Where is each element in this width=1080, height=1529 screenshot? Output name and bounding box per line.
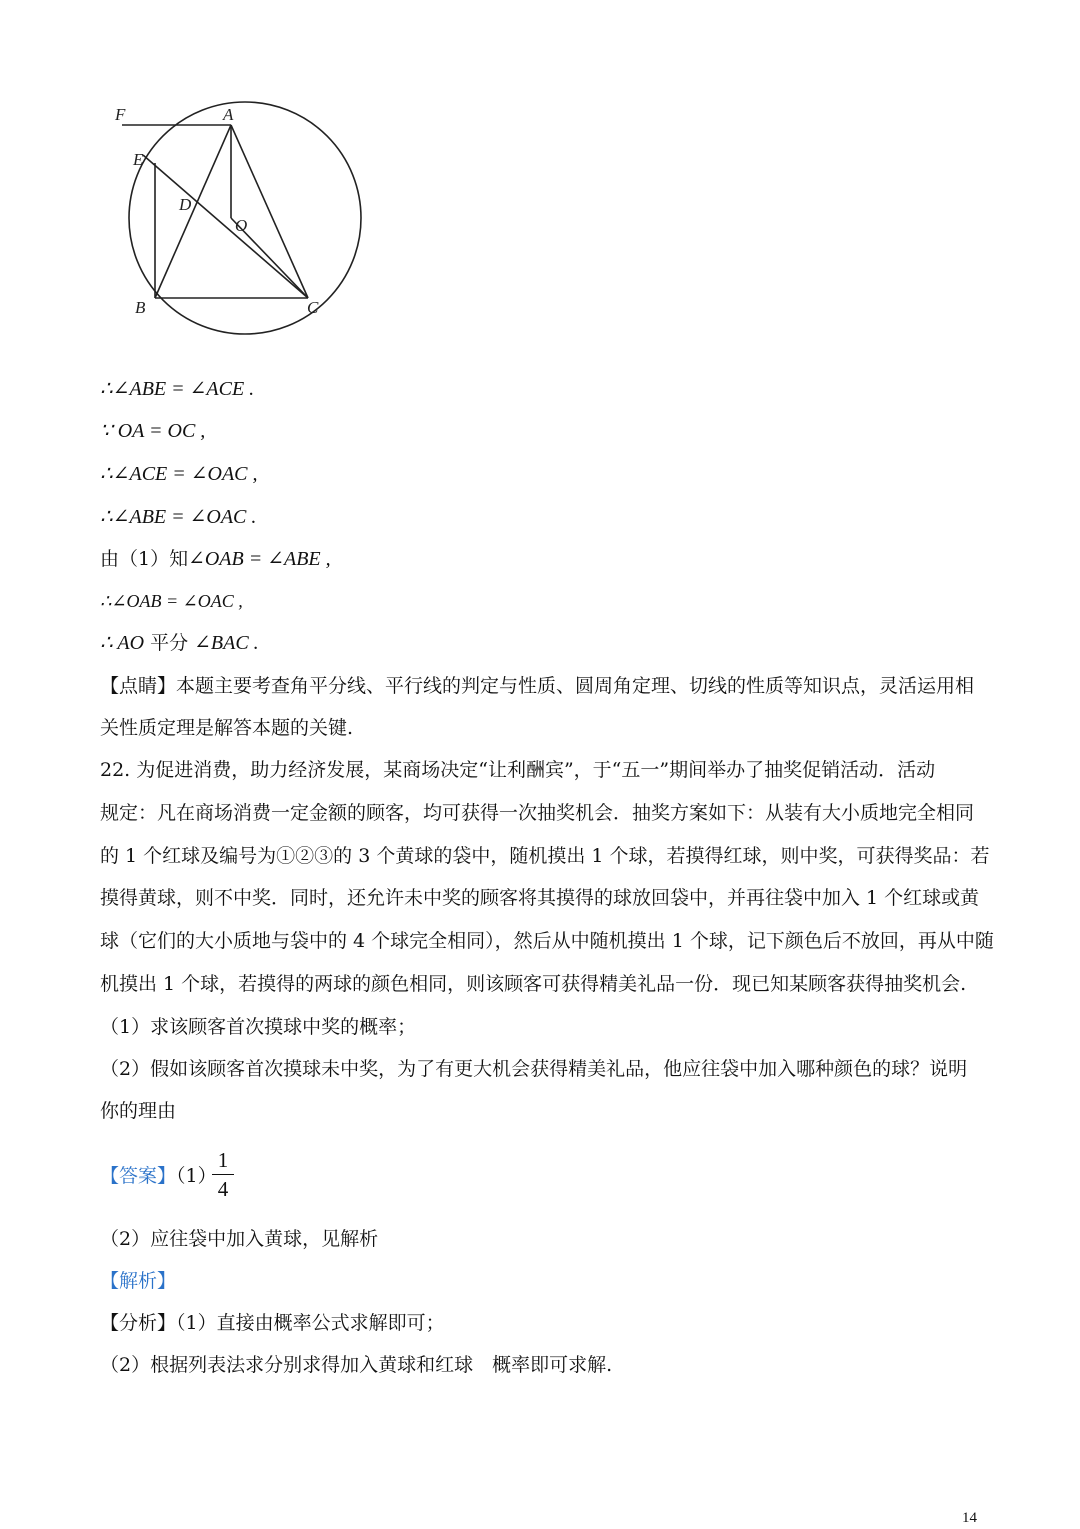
proof-line-1: ∴∠ABE = ∠ACE . [100,378,255,400]
proof-line-6: ∴∠OAB = ∠OAC , [100,591,243,611]
proof-line-5 [100,546,331,572]
proof-line-7-text: 平分 [144,632,195,654]
problem-22-line-4: 摸得黄球，则不中奖．同时，还允许未中奖的顾客将其摸得的球放回袋中，并再往袋中加入 1 个红球或黄 [100,887,980,909]
proof-line-7 [100,630,259,656]
fraction-numerator: 1 [217,1148,229,1172]
proof-line-5-prefix: 由（1）知 [100,548,189,570]
proof-line-7-math: ∴ AO [100,632,145,654]
label-o: O [235,216,248,235]
proof-line-7-math2: ∠BAC . [194,632,259,654]
problem-22-line-3: 的 1 个红球及编号为①②③的 3 个黄球的袋中，随机摸出 1 个球，若摸得红球，则中奖，可获得奖品：若 [100,845,990,867]
segment-ab [155,125,231,298]
answer-part-1-prefix: （1） [176,1165,217,1187]
proof-line-2: ∵ OA = OC , [100,420,206,442]
proof-line-5-math: ∠OAB = ∠ABE , [188,548,331,570]
problem-22-line-2: 规定：凡在商场消费一定金额的顾客，均可获得一次抽奖机会．抽奖方案如下：从装有大小质地完全相同 [100,802,975,824]
label-d: D [179,195,192,214]
label-c: C [307,298,319,317]
page-number: 14 [962,1510,977,1526]
analysis-tag: 【解析】 [100,1270,177,1292]
question-1: （1）求该顾客首次摸球中奖的概率； [100,1016,417,1038]
fraction-bar [212,1174,234,1175]
answer-tag: 【答案】 [100,1165,177,1187]
answer-fraction [212,1148,234,1201]
problem-22-line-6: 机摸出 1 个球，若摸得的两球的颜色相同，则该顾客可获得精美礼品一份．现已知某顾客获得抽奖机会. [100,973,967,995]
label-e: E [133,150,144,169]
segment-ac [231,125,308,298]
answer-line-1 [100,1163,217,1189]
comment-line-2: 关性质定理是解答本题的关键. [100,717,354,739]
proof-line-4: ∴∠ABE = ∠OAC . [100,506,257,528]
label-b: B [135,298,146,317]
question-2-line-1: （2）假如该顾客首次摸球未中奖，为了有更大机会获得精美礼品，他应往袋中加入哪种颜色的球？说明 [100,1058,968,1080]
geometry-figure [100,100,380,340]
question-2-line-2: 你的理由 [100,1100,177,1122]
fraction-denominator: 4 [217,1177,229,1201]
label-a: A [223,105,234,124]
comment-line-1: 【点睛】本题主要考查角平分线、平行线的判定与性质、圆周角定理、切线的性质等知识点，灵活运用相 [100,675,975,697]
answer-line-2: （2）应往袋中加入黄球，见解析 [100,1228,379,1250]
problem-22-line-1: 22. 为促进消费，助力经济发展，某商场决定“让利酬宾”，于“五一”期间举办了抽奖促销活动．活动 [100,759,936,781]
problem-22-line-5: 球（它们的大小质地与袋中的 4 个球完全相同），然后从中随机摸出 1 个球，记下颜色后不放回，再从中随 [100,930,994,952]
analysis-line-2: （2）根据列表法求分别求得加入黄球和红球 概率即可求解. [100,1354,613,1376]
label-f: F [115,105,126,124]
analysis-line-1: 【分析】（1）直接由概率公式求解即可； [100,1312,445,1334]
segment-ec [143,155,308,298]
proof-line-3: ∴∠ACE = ∠OAC , [100,463,258,485]
